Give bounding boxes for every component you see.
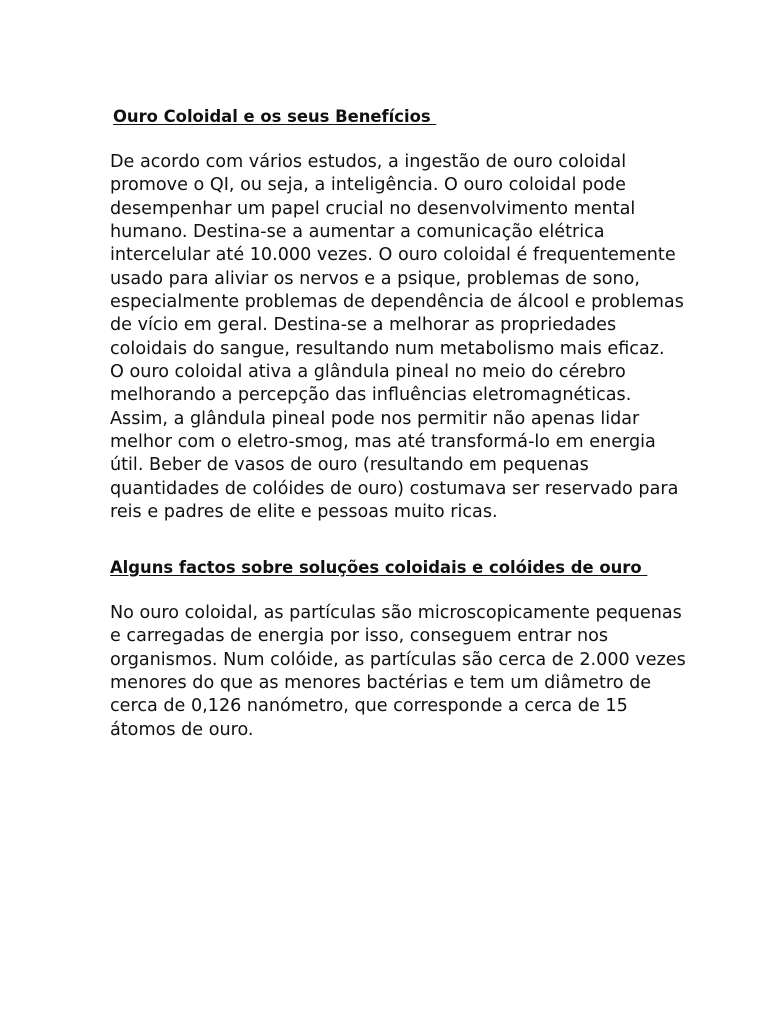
text-line: No ouro coloidal, as partículas são microscopicamente pequenas [110,603,682,623]
text-line: e carregadas de energia por isso, conseguem entrar nos [110,626,609,647]
text-line: organismos. Num colóide, as partículas são cerca de 2.000 vezes [110,649,686,670]
section-heading-facts: Alguns factos sobre soluções coloidais e colóides de ouro [110,558,648,577]
text-line: intercelular até 10.000 vezes. O ouro coloidal é frequentemente [110,245,676,266]
text-line: de vício em geral. Destina-se a melhorar as propriedades [110,315,617,336]
text-line: O ouro coloidal ativa a glândula pineal no meio do cérebro [110,362,626,383]
text-line: desempenhar um papel crucial no desenvolvimento mental [110,198,636,219]
text-line: coloidais do sangue, resultando num metabolismo mais eficaz. [110,338,665,359]
text-line: humano. Destina-se a aumentar a comunicação elétrica [110,222,605,243]
text-line: De acordo com vários estudos, a ingestão de ouro coloidal [110,152,627,172]
section-heading-benefits: Ouro Coloidal e os seus Benefícios [113,107,437,126]
text-line: melhorando a percepção das influências eletromagnéticas. [110,385,632,406]
text-line: átomos de ouro. [110,719,254,740]
text-line: promove o QI, ou seja, a inteligência. O ouro coloidal pode [110,175,626,196]
text-line: melhor com o eletro-smog, mas até transformá-lo em energia [110,432,656,453]
text-line: Assim, a glândula pineal pode nos permitir não apenas lidar [110,408,640,429]
text-line: útil. Beber de vasos de ouro (resultando em pequenas [110,455,589,476]
text-line: quantidades de colóides de ouro) costumava ser reservado para [110,478,679,499]
paragraph-benefits [110,151,684,525]
text-line: menores do que as menores bactérias e tem um diâmetro de [110,673,652,694]
text-line: cerca de 0,126 nanómetro, que corresponde a cerca de 15 [110,696,628,717]
text-line: usado para aliviar os nervos e a psique, problemas de sono, [110,268,641,289]
paragraph-facts [110,602,686,742]
text-line: reis e padres de elite e pessoas muito ricas. [110,502,498,523]
text-line: especialmente problemas de dependência de álcool e problemas [110,292,684,313]
